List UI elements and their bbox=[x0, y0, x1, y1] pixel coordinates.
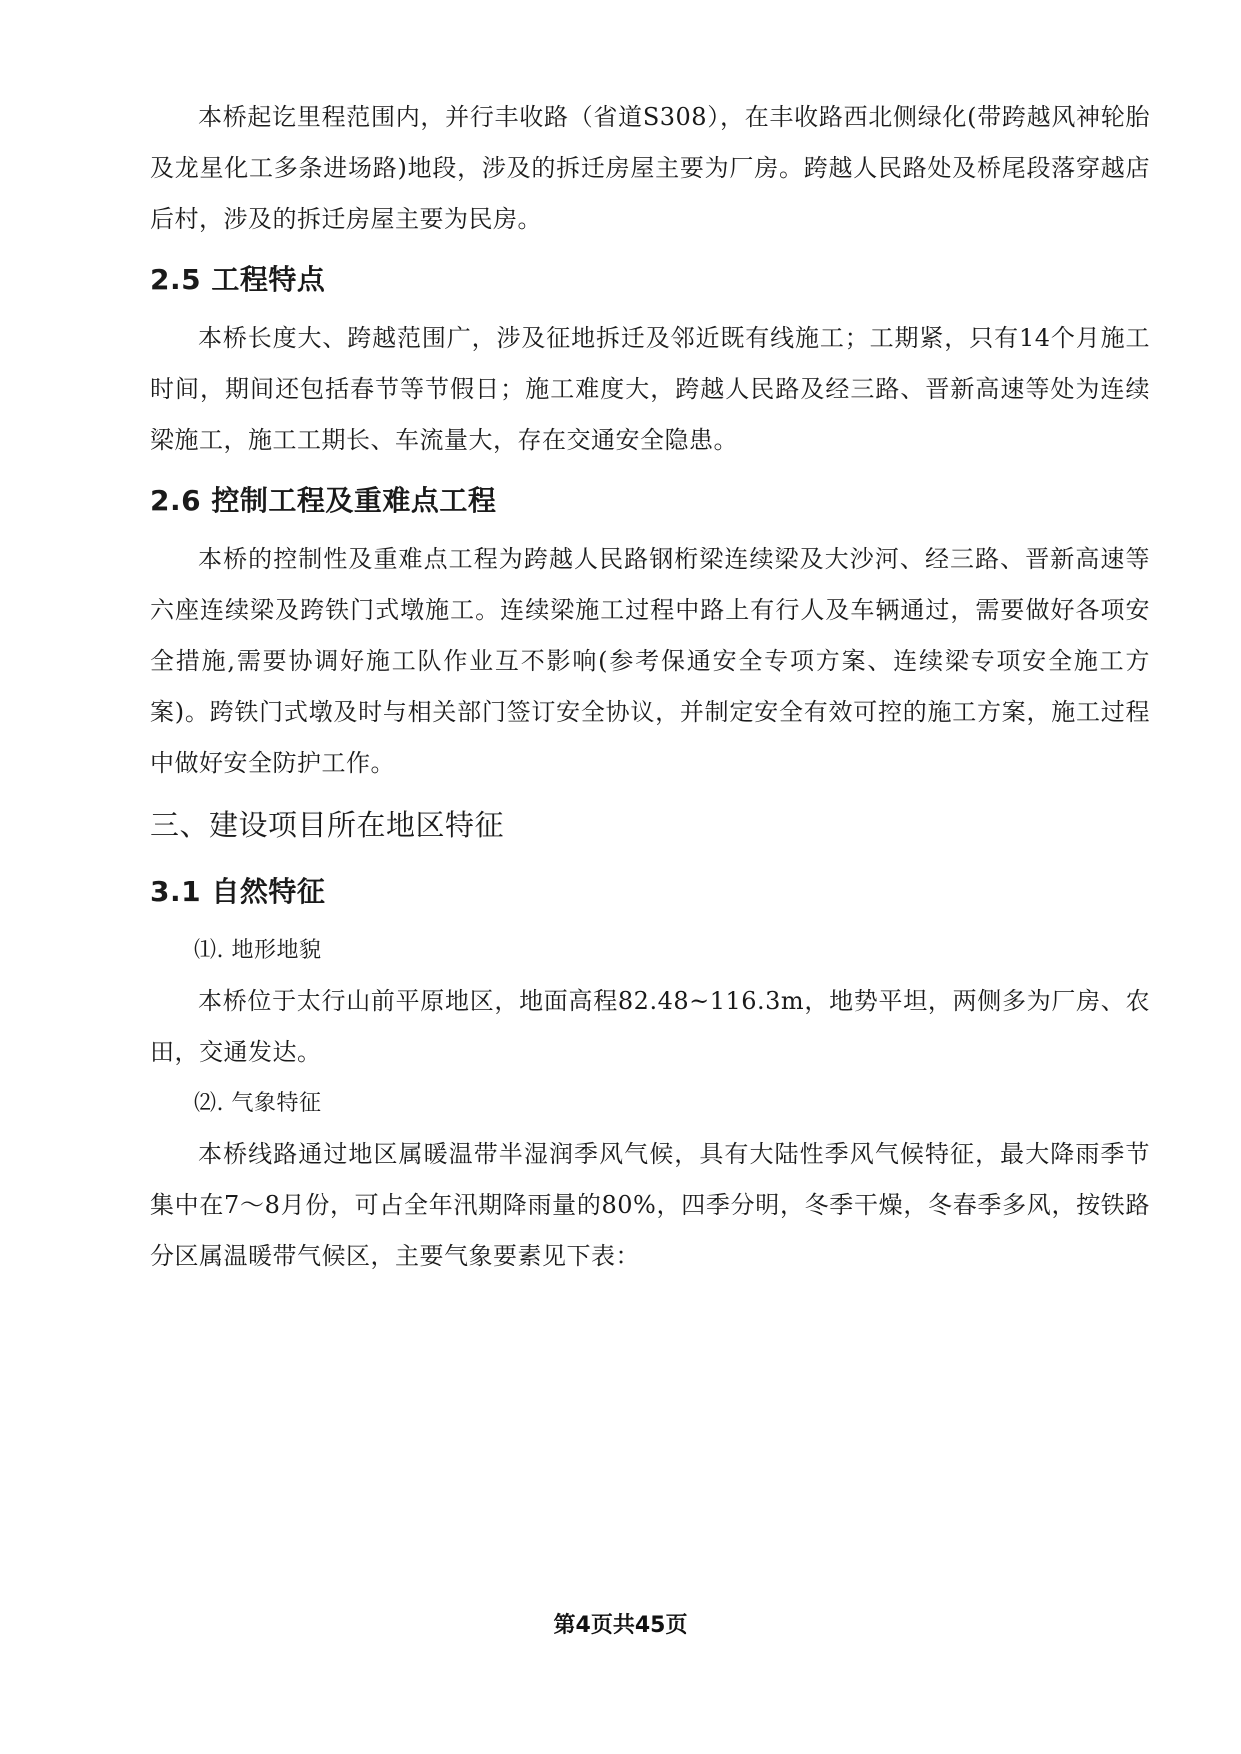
chapter-3-heading: 三、建设项目所在地区特征 bbox=[150, 808, 505, 842]
intro-paragraph: 本桥起讫里程范围内，并行丰收路（省道S308），在丰收路西北侧绿化(带跨越风神轮胎及龙星化工多条进场路)地段，涉及的拆迁房屋主要为厂房。跨越人民路处及桥尾段落穿越店后村，涉及的拆迁房屋主要为民房。 bbox=[150, 103, 1150, 233]
section-2-6-paragraph: 本桥的控制性及重难点工程为跨越人民路钢桁梁连续梁及大沙河、经三路、晋新高速等六座连续梁及跨铁门式墩施工。连续梁施工过程中路上有行人及车辆通过，需要做好各项安全措施,需要协调好施工队作业互不影响(参考保通安全专项方案、连续梁专项安全施工方案)。跨铁门式墩及时与相关部门签订安全协议，并制定安全有效可控的施工方案，施工过程中做好安全防护工作。 bbox=[150, 545, 1150, 777]
climate-paragraph: 本桥线路通过地区属暖温带半湿润季风气候，具有大陆性季风气候特征，最大降雨季节集中在7～8月份，可占全年汛期降雨量的80%，四季分明，冬季干燥，冬春季多风，按铁路分区属温暖带气候区，主要气象要素见下表： bbox=[150, 1140, 1150, 1270]
terrain-item-label: ⑴. 地形地貌 bbox=[194, 938, 322, 963]
section-2-5-heading: 2.5 工程特点 bbox=[150, 263, 326, 296]
section-3-1-heading: 3.1 自然特征 bbox=[150, 875, 326, 908]
page-number-footer: 第4页共45页 bbox=[553, 1613, 688, 1638]
document-page bbox=[150, 92, 1150, 1282]
section-2-6-heading: 2.6 控制工程及重难点工程 bbox=[150, 484, 497, 517]
section-2-5-paragraph: 本桥长度大、跨越范围广，涉及征地拆迁及邻近既有线施工；工期紧，只有14个月施工时间，期间还包括春节等节假日；施工难度大，跨越人民路及经三路、晋新高速等处为连续梁施工，施工工期长、车流量大，存在交通安全隐患。 bbox=[150, 324, 1150, 454]
climate-item-label: ⑵. 气象特征 bbox=[194, 1091, 322, 1116]
terrain-paragraph: 本桥位于太行山前平原地区，地面高程82.48~116.3m，地势平坦，两侧多为厂房、农田，交通发达。 bbox=[150, 987, 1150, 1066]
